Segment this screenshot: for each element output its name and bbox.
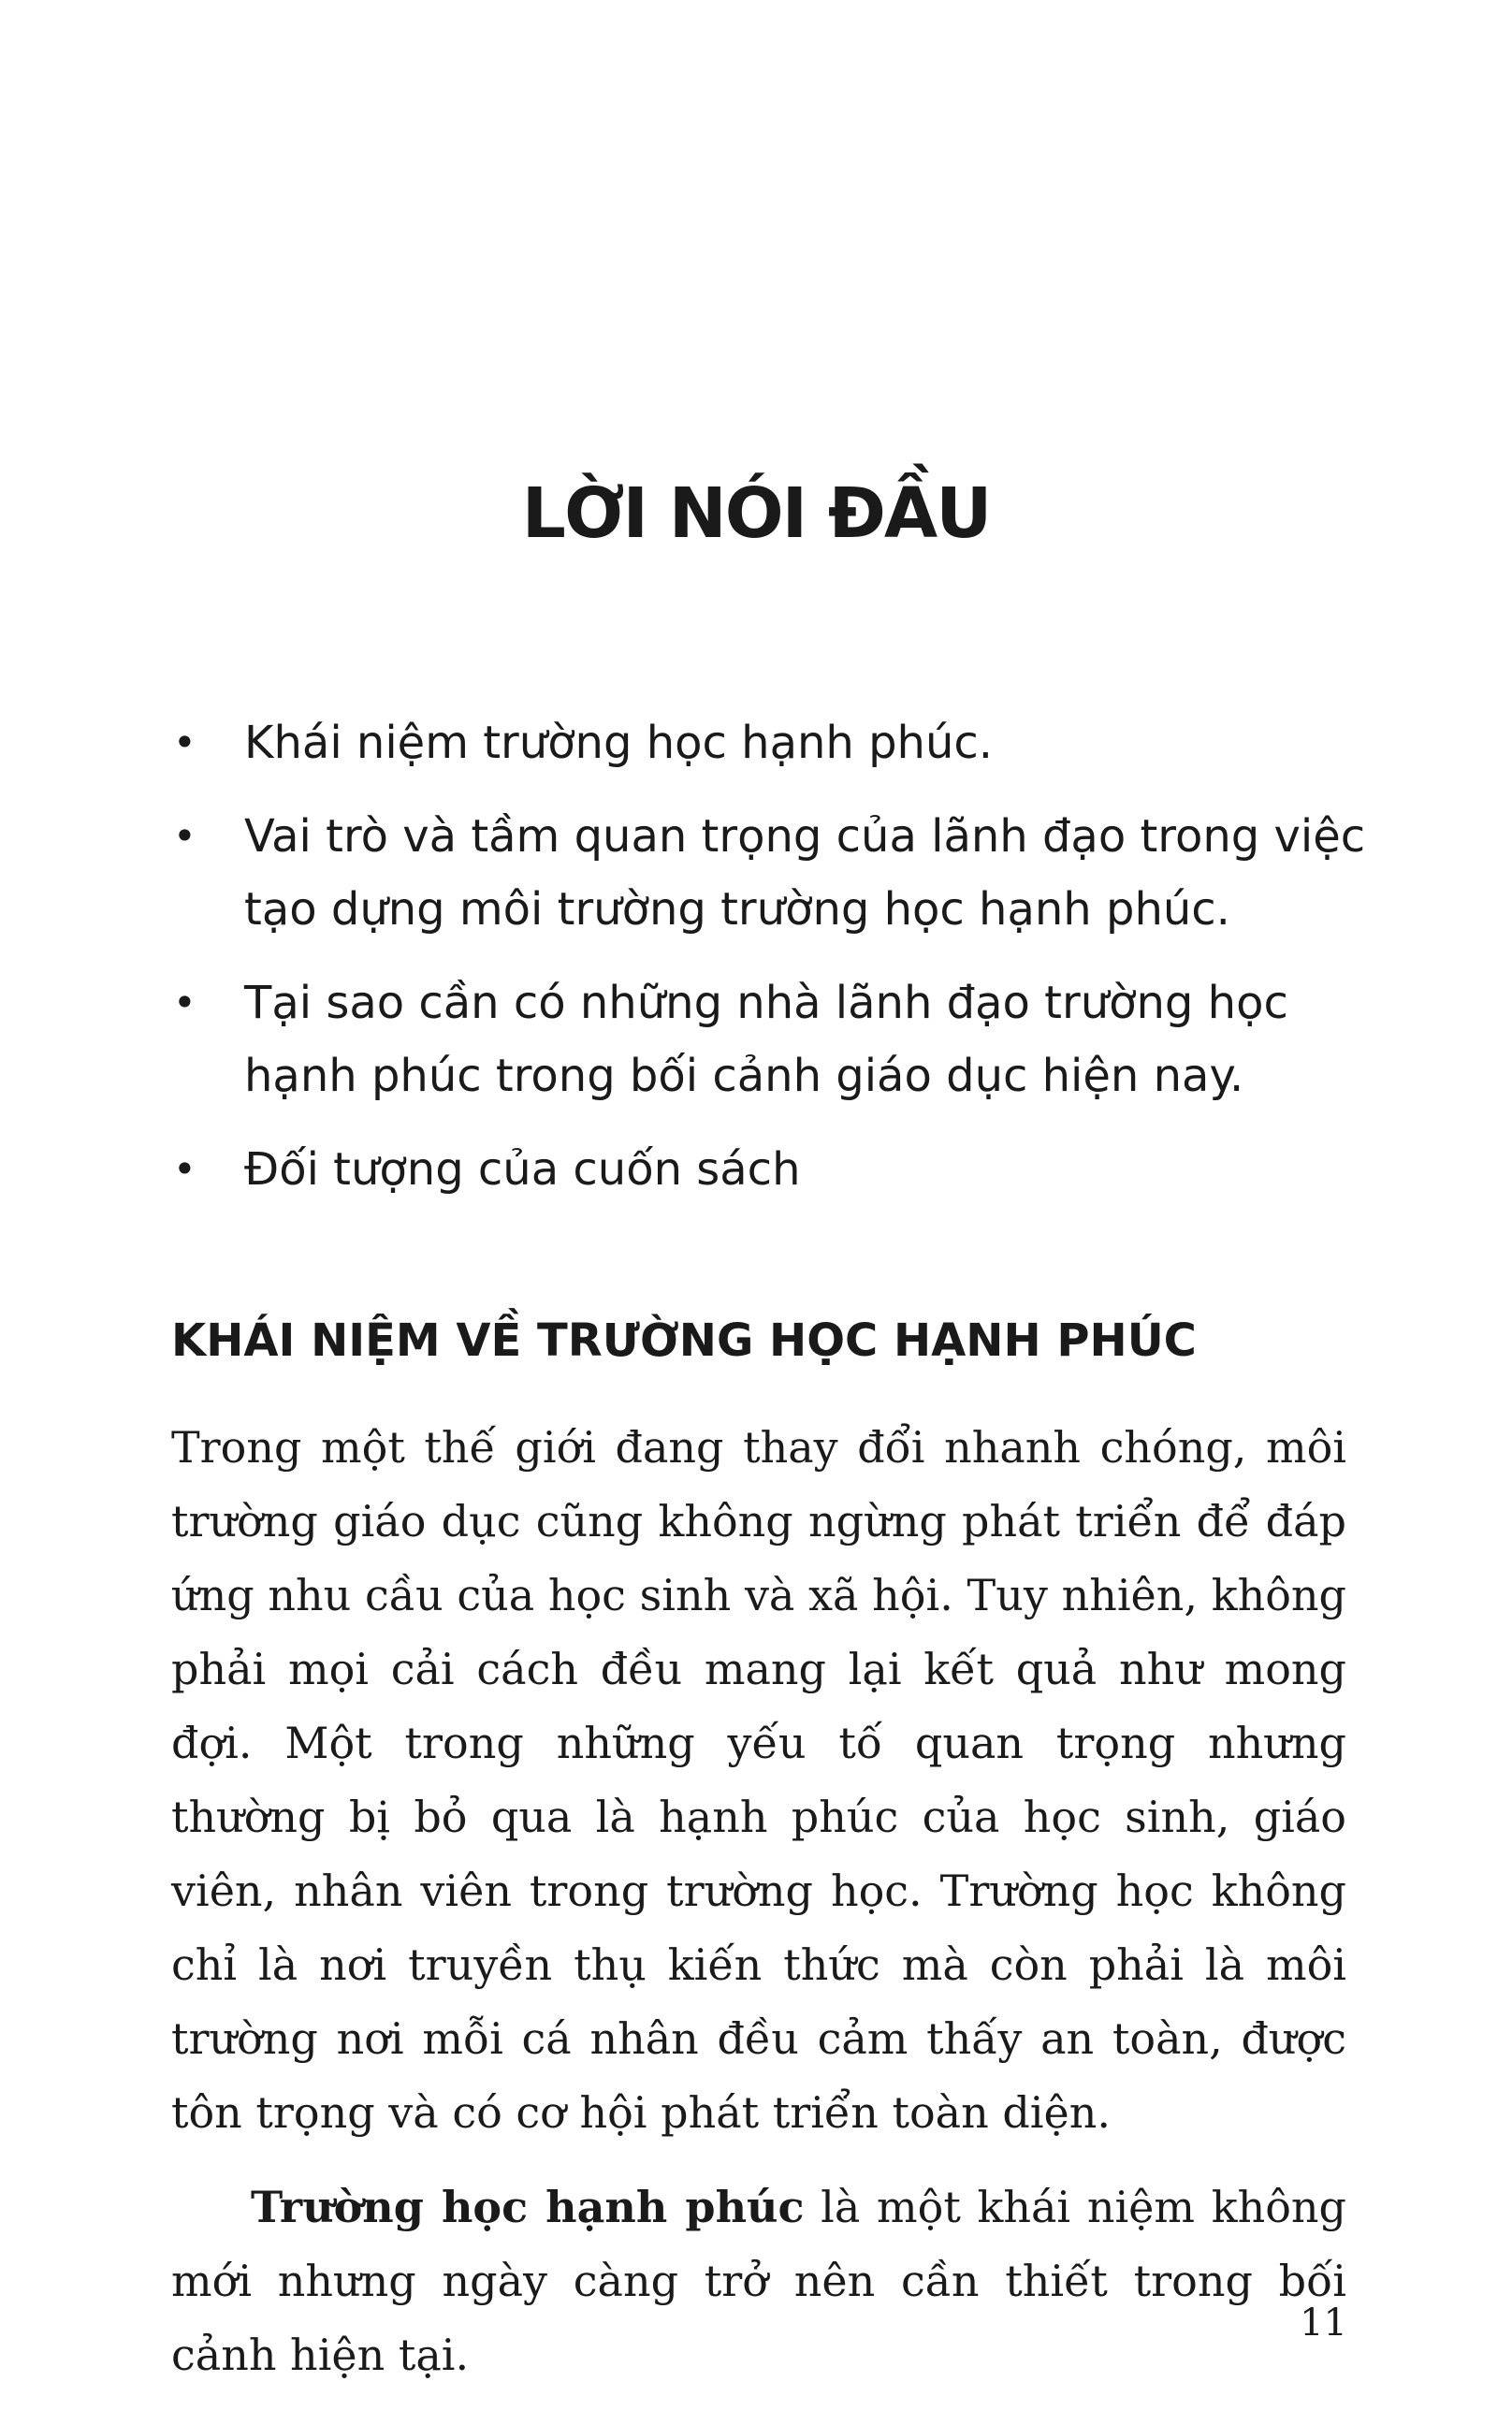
list-item <box>173 706 1389 779</box>
list-item-text: Đối tượng của cuốn sách <box>244 1143 801 1196</box>
list-item-text: Khái niệm trường học hạnh phúc. <box>244 717 994 769</box>
list-item <box>173 1133 1389 1206</box>
bullet-icon: • <box>173 719 196 765</box>
list-item <box>173 800 1389 946</box>
list-item-text: Tại sao cần có những nhà lãnh đạo trường học hạnh phúc trong bối cảnh giáo dục hiện nay. <box>244 977 1288 1102</box>
paragraph: Trong một thế giới đang thay đổi nhanh chóng, môi trường giáo dục cũng không ngừng phát triển để đáp ứng nhu cầu của học sinh và xã hội. Tuy nhiên, không phải mọi cải cách đều mang lại kết quả như mong đợi. Một trong những yếu tố quan trọng nhưng thường bị bỏ qua là hạnh phúc của học sinh, giáo viên, nhân viên trong trường học. Trường học không chỉ là nơi truyền thụ kiến thức mà còn phải là môi trường nơi mỗi cá nhân đều cảm thấy an toàn, được tôn trọng và có cơ hội phát triển toàn diện. <box>171 1422 1346 2138</box>
section-body <box>171 1411 1346 2413</box>
section-heading: KHÁI NIỆM VỀ TRƯỜNG HỌC HẠNH PHÚC <box>171 1314 1197 1367</box>
paragraph <box>171 2171 1346 2392</box>
list-item <box>173 966 1389 1112</box>
page-title: LỜI NÓI ĐẦU <box>521 473 991 554</box>
bold-term: Trường học hạnh phúc <box>251 2182 805 2232</box>
bullet-icon: • <box>173 813 196 859</box>
bullet-icon: • <box>173 1146 196 1192</box>
paragraph-text: là một khái niệm không mới nhưng ngày càng trở nên cần thiết trong bối cảnh hiện tại. <box>171 2182 1346 2380</box>
list-item-text: Vai trò và tầm quan trọng của lãnh đạo trong việc tạo dựng môi trường trường học hạnh phúc. <box>244 810 1366 936</box>
page-number: 11 <box>1300 2302 1347 2345</box>
topic-list <box>173 706 1389 1227</box>
bullet-icon: • <box>173 980 196 1025</box>
